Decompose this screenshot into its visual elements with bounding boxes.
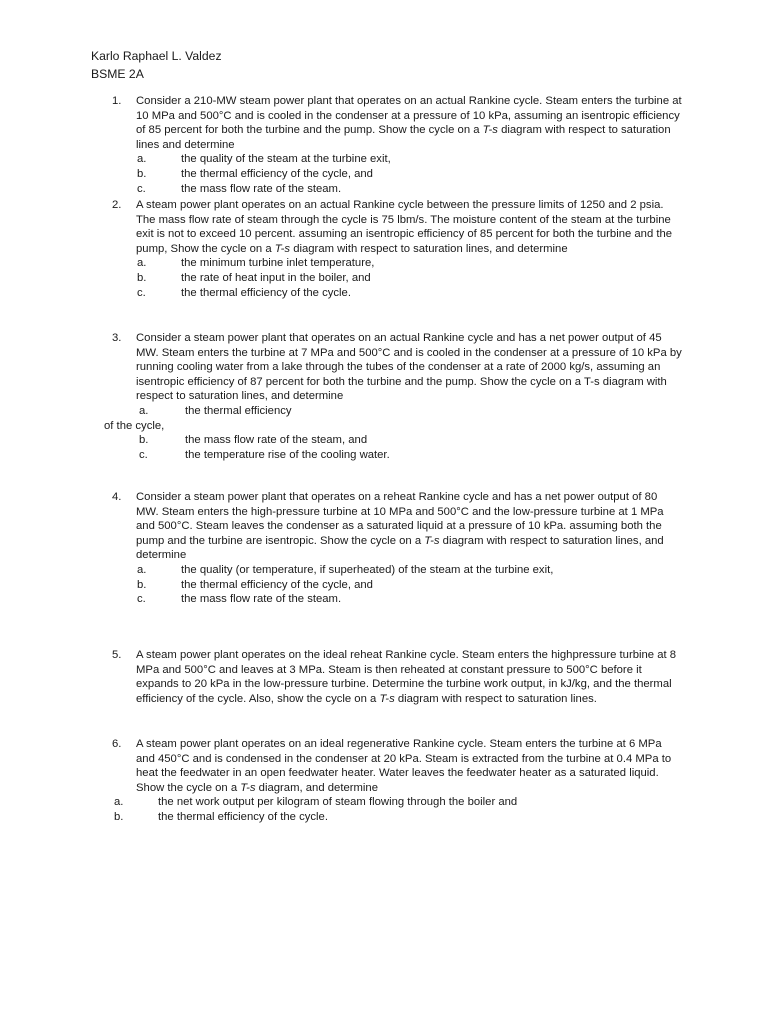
subpart-c: c. the mass flow rate of the steam. (137, 182, 342, 195)
subpart-a: a. the quality of the steam at the turbine exit, (137, 153, 391, 166)
problem-3 (104, 331, 682, 462)
problem-number: 3. (112, 332, 122, 344)
subpart-c: c. the thermal efficiency of the cycle. (137, 286, 351, 299)
student-section: BSME 2A (91, 67, 144, 81)
subpart-c: c. the mass flow rate of the steam. (137, 593, 342, 606)
document-header (91, 47, 222, 83)
subpart-c: c. the temperature rise of the cooling water. (139, 448, 390, 461)
problem-number: 2. (112, 199, 122, 211)
subpart-b: b. the thermal efficiency of the cycle, and (137, 167, 373, 180)
subpart-a: a. the net work output per kilogram of steam flowing through the boiler and (114, 796, 518, 809)
problem-text: Consider a steam power plant that operates on a reheat Rankine cycle and has a net power output of 80 MW. Steam enters the high-pressure turbine at 10 MPa and 500°C and the low-pressure turbine at 1 MPa and 500°C. Steam leaves the condenser as a saturated liquid at a pressure of 10 kPa. assuming both the pump and the turbine are isentropic. Show the cycle on a T-s diagram with respect to saturation lines, and determine (136, 491, 664, 562)
problem-1 (112, 94, 682, 196)
subpart-a: a. the minimum turbine inlet temperature, (137, 257, 375, 270)
problem-text: A steam power plant operates on an ideal regenerative Rankine cycle. Steam enters the turbine at 6 MPa and 450°C and is condensed in the condenser at 20 kPa. Steam is extracted from the turbine at 0.4 MPa to heat the feedwater in an open feedwater heater. Water leaves the feedwater heater as a saturated liquid. Show the cycle on a T-s diagram, and determine (136, 738, 672, 794)
problem-number: 1. (112, 95, 122, 107)
problem-4 (112, 490, 682, 607)
subpart-b: b. the thermal efficiency of the cycle. (114, 810, 328, 823)
problem-text: A steam power plant operates on the ideal reheat Rankine cycle. Steam enters the highpressure turbine at 8 MPa and 500°C and leaves at 3 MPa. Steam is then reheated at constant pressure to 500°C before it expands to 20 kPa in the low-pressure turbine. Determine the turbine work output, in kJ/kg, and the thermal efficiency of the cycle. Also, show the cycle on a T-s diagram with respect to saturation lines. (136, 649, 677, 705)
subpart-b: b. the thermal efficiency of the cycle, and (137, 578, 373, 591)
subpart-a: a. the thermal efficiency (139, 404, 292, 417)
problem-number: 6. (112, 738, 122, 750)
subpart-b: b. the rate of heat input in the boiler, and (137, 271, 371, 284)
student-name: Karlo Raphael L. Valdez (91, 49, 222, 63)
problem-number: 4. (112, 491, 122, 503)
problem-text: A steam power plant operates on an actual Rankine cycle between the pressure limits of 1250 and 2 psia. The mass flow rate of steam through the cycle is 75 lbm/s. The moisture content of the steam at the turbine exit is not to exceed 10 percent. assuming an isentropic efficiency of 85 percent for both the turbine and the pump, Show the cycle on a T-s diagram with respect to saturation lines, and determine (136, 199, 673, 255)
problem-number: 5. (112, 649, 122, 661)
subpart-b: b. the mass flow rate of the steam, and (139, 434, 368, 447)
problem-5 (112, 648, 682, 706)
subpart-a-continuation: of the cycle, (104, 419, 165, 432)
problem-2 (112, 198, 682, 300)
problem-6 (112, 737, 682, 825)
problem-text: Consider a steam power plant that operates on an actual Rankine cycle and has a net power output of 45 MW. Steam enters the turbine at 7 MPa and 500°C and is cooled in the condenser at a pressure of 10 kPa by running cooling water from a lake through the tubes of the condenser at a rate of 2000 kg/s, assuming an isentropic efficiency of 87 percent for both the turbine and the pump. Show the cycle on a T-s diagram with respect to saturation lines, and determine (136, 332, 682, 403)
subpart-a: a. the quality (or temperature, if superheated) of the steam at the turbine exit, (137, 563, 554, 576)
problem-text: Consider a 210-MW steam power plant that operates on an actual Rankine cycle. Steam enters the turbine at 10 MPa and 500°C and is cooled in the condenser at a pressure of 10 kPa, assuming an isentropic efficiency of 85 percent for both the turbine and the pump. Show the cycle on a T-s diagram with respect to saturation lines and determine (136, 95, 682, 151)
